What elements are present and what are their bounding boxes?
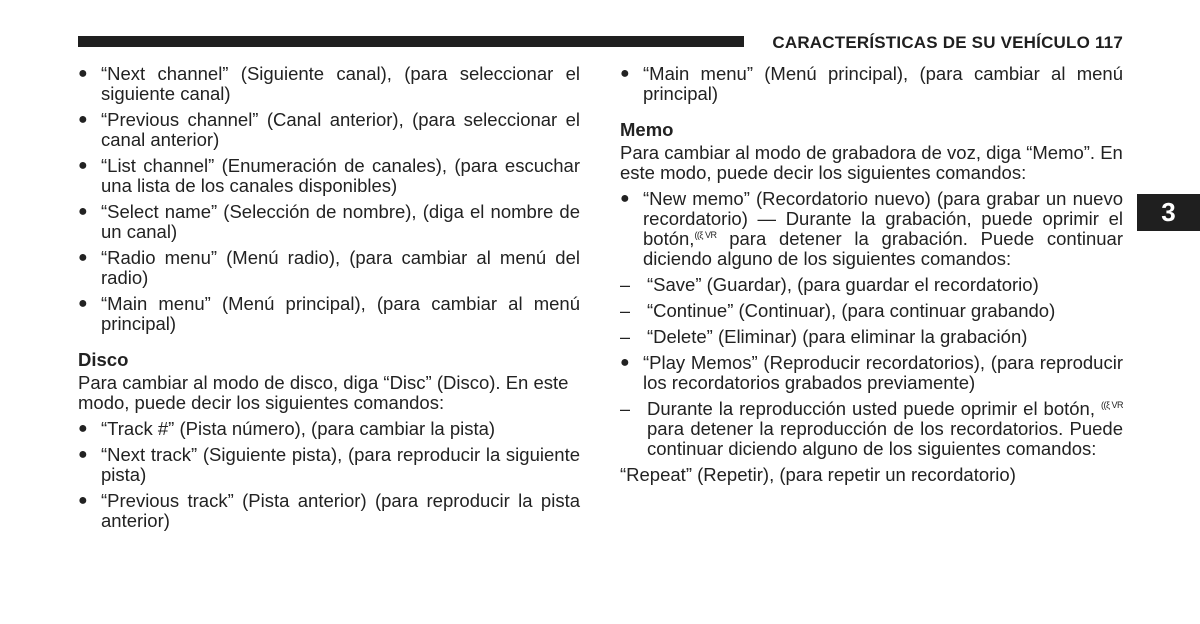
list-item-text: “Save” (Guardar), (para guardar el recordatorio) bbox=[647, 274, 1039, 295]
bullet-icon: ● bbox=[78, 111, 88, 128]
list-item bbox=[78, 110, 580, 150]
section-heading-disco: Disco bbox=[78, 349, 129, 370]
list-item-text: “Next track” (Siguiente pista), (para reproducir la siguiente pista) bbox=[101, 444, 580, 485]
list-item bbox=[78, 64, 580, 104]
list-item-text: “Next channel” (Siguiente canal), (para seleccionar el siguiente canal) bbox=[101, 63, 580, 104]
list-item-text: “New memo” (Recordatorio nuevo) (para grabar un nuevo recordatorio) — Durante la grabación, puede oprimir el botón, bbox=[643, 188, 1123, 249]
list-item-text: “Main menu” (Menú principal), (para cambiar al menú principal) bbox=[101, 293, 580, 334]
list-item bbox=[620, 353, 1123, 393]
list-item-text-cont: para detener la grabación. Puede continuar diciendo alguno de los siguientes comandos: bbox=[643, 228, 1123, 269]
list-item bbox=[620, 301, 1123, 321]
dash-icon: – bbox=[620, 275, 631, 295]
list-item-text: “Delete” (Eliminar) (para eliminar la grabación) bbox=[647, 326, 1028, 347]
list-item bbox=[78, 445, 580, 485]
list-item bbox=[78, 202, 580, 242]
list-item bbox=[78, 491, 580, 531]
repeat-line: “Repeat” (Repetir), (para repetir un recordatorio) bbox=[620, 464, 1016, 485]
bullet-icon: ● bbox=[78, 420, 88, 437]
bullet-icon: ● bbox=[78, 295, 88, 312]
dash-icon: – bbox=[620, 399, 631, 419]
bullet-icon: ● bbox=[78, 446, 88, 463]
bullet-icon: ● bbox=[78, 65, 88, 82]
bullet-icon: ● bbox=[78, 249, 88, 266]
voice-recognition-icon: ((ξ VR bbox=[694, 229, 717, 240]
list-item-text: “Continue” (Continuar), (para continuar grabando) bbox=[647, 300, 1056, 321]
chapter-tab: 3 bbox=[1137, 194, 1200, 231]
list-item bbox=[620, 399, 1123, 459]
left-column bbox=[78, 64, 580, 537]
vr-icon-label: VR bbox=[704, 229, 717, 240]
list-item bbox=[620, 64, 1123, 104]
list-item bbox=[78, 248, 580, 288]
bullet-icon: ● bbox=[78, 203, 88, 220]
section-heading-memo: Memo bbox=[620, 119, 674, 140]
right-column bbox=[620, 64, 1123, 491]
list-item-text: “Main menu” (Menú principal), (para cambiar al menú principal) bbox=[643, 63, 1123, 104]
page-header-title: CARACTERÍSTICAS DE SU VEHÍCULO 117 bbox=[772, 33, 1123, 52]
list-item bbox=[620, 189, 1123, 269]
list-item-text: “Radio menu” (Menú radio), (para cambiar al menú del radio) bbox=[101, 247, 580, 288]
list-item bbox=[78, 294, 580, 334]
dash-icon: – bbox=[620, 301, 631, 321]
list-item bbox=[78, 156, 580, 196]
list-item-text-cont: para detener la reproducción de los recordatorios. Puede continuar diciendo alguno de los siguientes comandos: bbox=[647, 418, 1123, 459]
memo-paragraph: Para cambiar al modo de grabadora de voz, diga “Memo”. En este modo, puede decir los siguientes comandos: bbox=[620, 142, 1123, 183]
dash-icon: – bbox=[620, 327, 631, 347]
list-item-text: “Play Memos” (Reproducir recordatorios), (para reproducir los recordatorios grabados previamente) bbox=[643, 352, 1123, 393]
disco-paragraph: Para cambiar al modo de disco, diga “Disc” (Disco). En este modo, puede decir los siguientes comandos: bbox=[78, 372, 569, 413]
voice-recognition-icon: ((ξ VR bbox=[1100, 399, 1123, 410]
list-item bbox=[620, 275, 1123, 295]
list-item bbox=[78, 419, 580, 439]
bullet-icon: ● bbox=[620, 190, 630, 207]
bullet-icon: ● bbox=[78, 157, 88, 174]
bullet-icon: ● bbox=[620, 65, 630, 82]
list-item bbox=[620, 327, 1123, 347]
vr-icon-label: VR bbox=[1111, 399, 1123, 410]
bullet-icon: ● bbox=[620, 354, 630, 371]
list-item-text: “Track #” (Pista número), (para cambiar la pista) bbox=[101, 418, 496, 439]
list-item-text: “Select name” (Selección de nombre), (diga el nombre de un canal) bbox=[101, 201, 580, 242]
list-item-text: “Previous channel” (Canal anterior), (para seleccionar el canal anterior) bbox=[101, 109, 580, 150]
header-rule bbox=[78, 36, 744, 47]
list-item-text: Durante la reproducción usted puede oprimir el botón, bbox=[647, 398, 1101, 419]
list-item-text: “Previous track” (Pista anterior) (para reproducir la pista anterior) bbox=[101, 490, 580, 531]
list-item-text: “List channel” (Enumeración de canales), (para escuchar una lista de los canales disponibles) bbox=[101, 155, 580, 196]
bullet-icon: ● bbox=[78, 492, 88, 509]
